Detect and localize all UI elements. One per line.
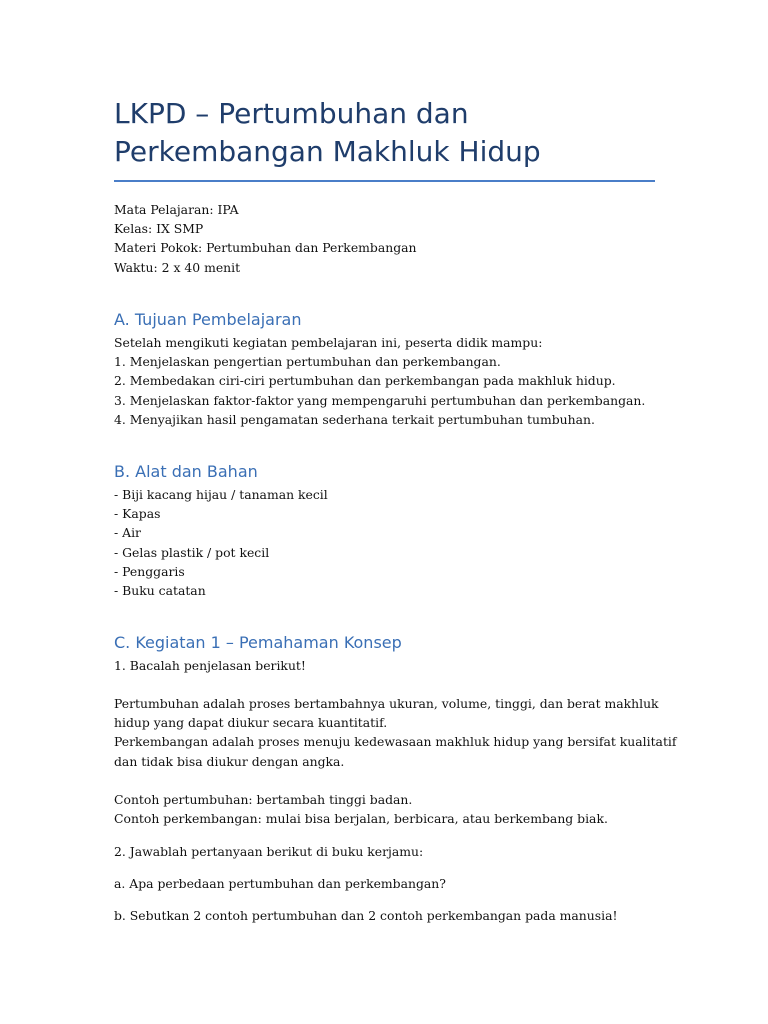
- objectives-intro: Setelah mengikuti kegiatan pembelajaran ini, peserta didik mampu:: [114, 335, 543, 350]
- material-item: - Buku catatan: [114, 582, 206, 598]
- instruction-2: [114, 842, 674, 861]
- question-a: [114, 874, 674, 893]
- example-development: Contoh perkembangan: mulai bisa berjalan, berbicara, atau berkembang biak.: [114, 811, 608, 827]
- instruction-1: [114, 656, 674, 675]
- section-a-body: [114, 333, 674, 429]
- question-b: [114, 906, 674, 925]
- definitions-paragraph: [114, 694, 677, 771]
- objective-item: 1. Menjelaskan pengertian pertumbuhan dan perkembangan.: [114, 354, 501, 370]
- title-underline: [114, 180, 655, 182]
- meta-class: Kelas: IX SMP: [114, 221, 204, 237]
- objective-item: 4. Menyajikan hasil pengamatan sederhana terkait pertumbuhan tumbuhan.: [114, 411, 595, 427]
- meta-topic: Materi Pokok: Pertumbuhan dan Perkembangan: [114, 240, 417, 256]
- meta-subject: Mata Pelajaran: IPA: [114, 202, 239, 217]
- definition-line: hidup yang dapat diukur secara kuantitatif.: [114, 715, 388, 731]
- material-item: - Penggaris: [114, 563, 185, 579]
- question-b-text: b. Sebutkan 2 contoh pertumbuhan dan 2 contoh perkembangan pada manusia!: [114, 908, 618, 923]
- title-line-1: LKPD – Pertumbuhan dan: [114, 97, 469, 130]
- material-item: - Biji kacang hijau / tanaman kecil: [114, 487, 328, 502]
- examples-paragraph: [114, 790, 674, 828]
- definition-line: Perkembangan adalah proses menuju kedewasaan makhluk hidup yang bersifat kualitatif: [114, 734, 677, 750]
- lesson-meta: [114, 200, 674, 277]
- material-item: - Air: [114, 525, 141, 541]
- document-title: [114, 95, 674, 171]
- section-b-heading: B. Alat dan Bahan: [114, 462, 258, 481]
- section-a-heading: A. Tujuan Pembelajaran: [114, 310, 302, 329]
- definition-line: dan tidak bisa diukur dengan angka.: [114, 753, 345, 769]
- section-c-heading: C. Kegiatan 1 – Pemahaman Konsep: [114, 633, 402, 652]
- example-growth: Contoh pertumbuhan: bertambah tinggi badan.: [114, 792, 413, 807]
- instruction-1-text: 1. Bacalah penjelasan berikut!: [114, 658, 306, 673]
- title-line-2: Perkembangan Makhluk Hidup: [114, 135, 541, 168]
- objective-item: 3. Menjelaskan faktor-faktor yang mempengaruhi pertumbuhan dan perkembangan.: [114, 392, 646, 408]
- instruction-2-text: 2. Jawablah pertanyaan berikut di buku kerjamu:: [114, 844, 424, 859]
- material-item: - Gelas plastik / pot kecil: [114, 544, 270, 560]
- question-a-text: a. Apa perbedaan pertumbuhan dan perkembangan?: [114, 876, 446, 891]
- objective-item: 2. Membedakan ciri-ciri pertumbuhan dan perkembangan pada makhluk hidup.: [114, 373, 616, 389]
- definition-line: Pertumbuhan adalah proses bertambahnya ukuran, volume, tinggi, dan berat makhluk: [114, 696, 659, 711]
- material-item: - Kapas: [114, 506, 161, 522]
- section-b-body: [114, 485, 674, 600]
- meta-time: Waktu: 2 x 40 menit: [114, 259, 241, 275]
